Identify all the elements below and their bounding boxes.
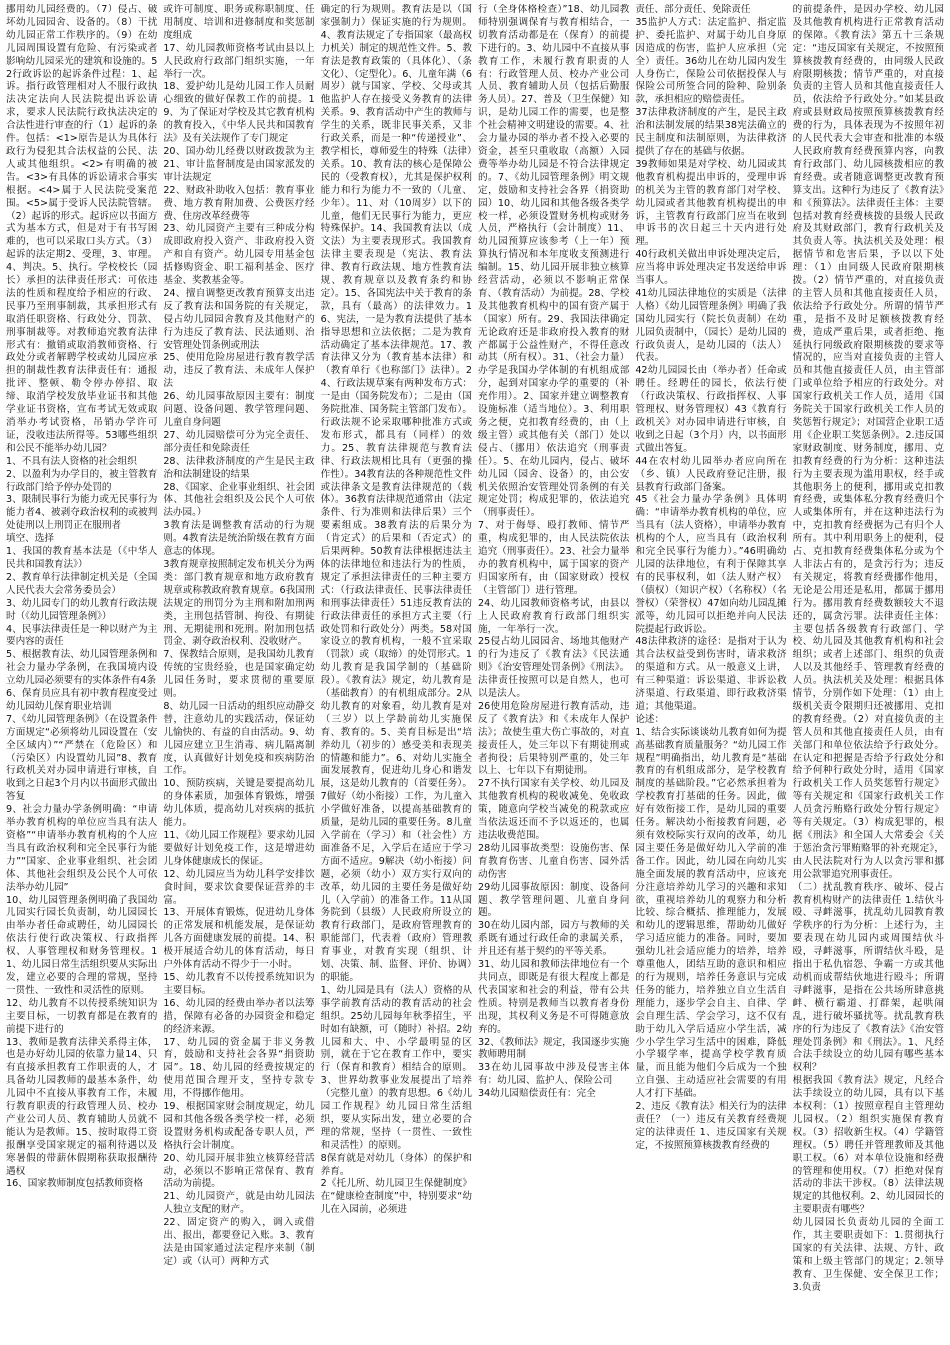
text-paragraph: 26使用危险房屋进行教育活动，违反了《教育法》和《未成年人保护法》；故使生重大伤亡事故的，对直接责任人，处三年以下有期徒刑或者拘役；后果特别严重的，处三年以上、七年以下有期徒刑。 — [477, 700, 630, 777]
text-paragraph: 28幼儿园事故类型：设施伤害、保育教育伤害、儿童自伤害、园外活动伤害 — [477, 842, 630, 880]
text-paragraph: 填空、选择 — [6, 533, 54, 545]
text-paragraph: 19、根据国家财会制度规定，幼儿园和其他各级各类学校一样，必须设置财务机构或配备专职人员，严格执行会计制度。 — [163, 1101, 315, 1151]
text-paragraph: 3教育法是调整教育活动的行为规则。4教育法是统治阶级在教育方面意志的体现。 — [163, 520, 315, 558]
text-paragraph: 23、幼儿园资产主要有三种成分构成即政府投入资产、非政府投入资产和自有资产。幼儿园专用基金包括修购资金、职工福利基金、医疗基金、奖教基金等。 — [163, 223, 315, 287]
text-paragraph: 12、幼儿教育不以传授系统知识为主要目标，一切教育都是在教育的前提下进行的 — [6, 997, 158, 1035]
text-paragraph: 25、使用危险房屋进行教育教学活动，违反了教育法、未成年人保护法 — [163, 352, 315, 390]
text-paragraph: 39教师如果是对学校、幼儿园或其他教育机构提出申诉的，受理申诉的机关为主管的教育部门对学校、幼儿园或者其他教育机构提出的申诉，主管教育行政部门应当在收到申诉书的次日起三十天内进行处理。 — [635, 158, 787, 248]
text-column-5 — [635, 4, 786, 1341]
text-paragraph: 1、不具有法人资格的社会组织 — [6, 455, 137, 467]
text-paragraph: 1、我国的教育基本法是（《中华人民共和国教育法》） — [6, 546, 158, 570]
text-paragraph: 6、保育员应具有初中教育程度受过幼儿园幼儿保育职业培训 — [6, 688, 158, 712]
text-paragraph: 8、幼儿园一日活动的组织应动静交替，注意幼儿的实践活动，保证幼儿愉快的、有益的自由活动。9、幼儿园应建立卫生消毒、病儿隔离制度，认真做好计划免疫和疾病防治工作。 — [163, 700, 315, 777]
text-paragraph: 37法律救济制度的产生，是民主政治和法制发展的结果38宪法确立的民主制度和法制原则，为法律救济提供了存在的基础与依据。 — [635, 107, 787, 157]
text-paragraph: 7、《幼儿园管理条例》（在设置条件方面规定“必须将幼儿园设置在（安全区域内）”“严禁在（危险区）和（污染区）内设置幼儿园”8、教育行政机关对办园申请进行审核，自收到之日起3个月内以书面形式做出答复 — [6, 713, 158, 803]
text-paragraph: 1、结合实际谈谈幼儿教育如何为提高基础教育质量服务？“幼儿园工作规程”明确指出，幼儿教育是“基础教育的有机组成部分，是学校教育制度的基础阶段。”它必然承担着为学校教育打基础的任务。因此，做好有效衔接工作，是幼儿园的重要任务。解决幼小衔接教育问题，必须有效校际实行双向的改革，幼儿园主要任务是做好幼儿入学前的准备工作。因此，幼儿园在向幼儿实施全面发展的教育活动中，应该充分注意培养幼儿学习的兴趣和求知欲，重视培养幼儿的观察力和分析比较、综合概括、推理能力，发展和幼儿的逻辑思维，帮助幼儿做好学习适应能力的准备。同时，要加强幼儿社会适应能力的培养，培养尊重他人，团结互助的意识和相应的行为规则，培养任务意识与完成任务的能力，培养独立自立生活自理能力，逐步学会自主、自律、学会自理生活、学会学习，这不仅有助于幼儿入学后适应小学生活，减少小学生学习生活中的困难，降低小学辍学率，提高学校学教育质量，而且能为他们今后成为一个独立自强、主动适应社会需要的有用人才打下基础。 — [635, 726, 787, 1100]
text-paragraph: 的前提条件，是因办学校、幼儿园及其他教育机构进行正常教育活动的保障。《教育法》第五十三条规定：“违反国家有关规定，不按照预算核拨教育经费的，由同级人民政府限期核拨；情节严重的，对直接负责的主管人员和其他直接责任人员，依法给予行政处分。”如某县政府或县财政局按照预算核拨教育经费的行为，具体表现为不按照年初的人民代表大会审查和批准的本级人民政府教育经费预算内容，向教育行政部门、幼儿园核拨相应的教育经费。或者随意调整更改教育预算支出。这种行为违反了《教育法》和《预算法》。法律责任主体：主要包括对教育经费核拨的县级人民政府及其财政部门，教育行政机关及其负责人等。执法机关及处理：根据情节和危害后果，予以以下处理：（1）由同级人民政府限期核拨。（2）情节严重的，对直接负责的主管人员和其他直接责任人员，依法给予行政处分。所谓的情节严重，是指不及时足额核拨教育经费，造成严重后果，或者拒绝、拖延执行同级政府限期核拨的要求等情况的，应当对直接负责的主管人员和其他直接责任人员，由主管部门或单位给予相应的行政处分。对国家行政机关工作人员，适用《国务院关于国家行政机关工作人员的奖惩暂行规定》；对国营企业职工适用《企业职工奖惩条例》。2.违反国家财政制度、财务制度，挪用、克扣教育经费的行为分析：这种违法行为主要表现为滥用职权，经手或其他职务上的便利，挪用或克扣教育经费，或集体私分教育经费归个人或集体所有，并在这种违法行为中，克扣教育经费据为己有归个人所有。其中利用职务上的便利，侵占、克扣教育经费集体私分或为个人非法占有的，是贪污行为；违反有关规定，将教育经费挪作他用，无论是公用还是私用，都属于挪用行为。挪用教育经费数额较大不退还的，属贪污罪。法律责任主体：主要包括各级教育行政部门、学校、幼儿园及其他教育机构和社会组织；或者上述部门、组织的负责人以及其他经手、管理教育经费的人员。执法机关及处理：根据具体情节，分别作如下处理：（1）由上级机关责令限期归还被挪用、克扣的教育经费。（2）对直接负责的主管人员和其他直接责任人员，由有关部门和单位依法给予行政处分。在认定和把握是否给予行政处分和给予何种行政处分时，适用《国家行政机关工作人员奖惩暂行规定》等有关规定和《国家行政机关工作人员贪污贿赂行政处分暂行规定》等有关规定。（3）构成犯罪的，根据《刑法》和全国人大常委会《关于惩治贪污罪贿赂罪的补充规定》，由人民法院对行为人以贪污罪和挪用公款罪追究刑事责任。 — [792, 4, 944, 880]
text-paragraph: 2、以盈利为办学目的，被主管教育行政部门给予停办处罚的 — [6, 468, 158, 493]
text-paragraph: 15、幼儿教育不以传授系统知识为主要目标。 — [163, 971, 315, 996]
text-paragraph: 17、幼儿园教师资格考试由县以上人民政府行政部门组织实施，一年举行一次。 — [163, 42, 315, 80]
text-paragraph: 4、民事法律责任是一种以财产为主要内容的责任 — [6, 623, 158, 648]
text-paragraph: 26、幼儿园事故原因主要有：制度问题、设备问题、教学管理问题、儿童自身问题 — [163, 391, 315, 428]
text-paragraph: 16、幼儿园的经费由举办者以法筹措，保障有必备的办园资金和稳定的经济来源。 — [163, 997, 315, 1035]
text-paragraph: 35监护人方式：法定监护、指定监护、委托监护、对属于幼儿自身原因造成的伤害，监护人应承担（完全）责任。36幼儿在幼儿园内发生人身伤亡，保险公司依据投保人与保险公司所签合同的险种、险别条款，承担相应的赔偿责任。 — [635, 16, 787, 106]
text-paragraph: 2《托儿所、幼儿园卫生保健制度》在“健康检查制度”中，特别要求“幼儿在入园前，必须进 — [320, 1178, 472, 1216]
text-paragraph: 2、违反《教育法》相关行为的法律责任？（一）违反有关教育经费规定的法律责任 1、违反国家有关规定，不按照预算核拨教育经费的 — [635, 1101, 787, 1151]
text-paragraph: 22、财政补助收入包括：教育事业费、地方教育附加费、公费医疗经费、住房改革经费等 — [163, 184, 315, 222]
text-paragraph: 27、幼儿园赔偿可分为完全责任、部分责任和免除责任 — [163, 429, 315, 454]
text-paragraph: 41幼儿园法律地位的实质是（法律人格）《幼儿园管理条例》明确了我国幼儿园实行（院长负责制）在幼儿园负责制中，（园长）是幼儿园的行政负责人，是幼儿园的（法人）代表。 — [635, 287, 787, 364]
text-paragraph: 行（全身体格检查）”18、幼儿园教师特别强调保育与教育相结合，一切教育活动都是在（保育）的前提下进行的。3、幼儿园中不直接从事教育工作，未履行教育职责的人有：行政管理人员、校办产业公司人员、教育辅助人员（包括后勤服务人员）。27、普及（卫生保健）知识，是幼儿园工作的需要，也是整个社会精神文明建设的需要。4、社会力量办园的举办者不投入必要的资金，甚至只重收取（高额）入园费等举办幼儿园是不符合法律规定的。7、《幼儿园管理条例》明文规定，鼓励和支持社会各界（捐资助园）10、幼儿园和其他各级各类学校一样，必须设置财务机构或财务人员，严格执行（会计制度）11、幼儿园预算应该参考（上一年）预算执行情况和本年度收支预测进行编制。15、幼儿园开展非独立核算经营活动，必须以不影响正常保育、（教育活动）为前提。28、学校及其他教育机构中的国有资产属于（国家）所有。29、我国法律确定无论政府还是非政府投入教育的财产都属于公益性财产，不得任意改动其（所有权）。31、（社会力量）办学是我国办学体制的有机组成部分，起到对国家办学的重要的（补充作用）。2、国家并建立调整教育设施标准（适当地位）。3、利用职务之便，克扣教育经费的，由（上级主管）或其他有关（部门）处以侵占、（挪用）依法追究（刑事责任）。5、在幼儿园内，侵占、破坏幼儿园（园舍、设备）的，由公安机关依照治安管理处罚条例的有关规定处罚；构成犯罪的，依法追究（刑事责任）。 — [477, 4, 630, 519]
text-column-3 — [321, 4, 472, 1341]
text-paragraph: 3教育规章按照制定发布机关分为两类：部门教育规章和地方政府教育规章或称教政府教育规章。6我国刑法规定的刑罚分为主刑和附加刑两类，主刑包括管制、拘役、有期徒刑、无期徒刑和死刑。附加刑包括罚金、剥夺政治权利、没收财产。 — [163, 558, 315, 648]
text-paragraph: 2、教育单行法律制定机关是（全国人民代表大会常务委员会） — [6, 571, 158, 596]
text-paragraph: 7、对于侮辱、殴打教师、情节严重，构成犯罪的，由人民法院依法追究（刑事责任）。23、社会力量举办的教育机构中，属于国家的资产归国家所有，由（国家财政）授权（主管部门）进行管理。 — [477, 520, 630, 596]
text-paragraph: 45《社会力量办学条例》具体明确：“申请举办教育机构的单位，应当具有（法人资格），申请举办教育机构的个人，应当具有（政治权利和完全民事行为能力）。”46明确幼儿园的法律地位，有利于保障其享有的民事权利，如（法人财产权）（债权）（知识产权）（名称权）（名誉权）（荣誉权）47如向幼儿园乱摊派等，幼儿园可以拒绝并向人民法院提起行政诉讼。 — [635, 494, 787, 635]
text-paragraph: 20、幼儿园开展非独立核算经营活动，必须以不影响正常保育、教育活动为前提。 — [163, 1152, 315, 1190]
text-paragraph: 29幼儿园事故原因：制度、设备问题、教学管理问题、儿童自身问题。 — [477, 881, 630, 919]
text-paragraph: 32、《教师法》规定，我国逐步实施教师聘用制 — [477, 1036, 630, 1061]
text-paragraph: 或许可制度、职务或称职制度、任用制度、培训和进修制度和奖惩制度组成 — [163, 4, 315, 41]
text-paragraph: 11、《幼儿园工作规程》要求幼儿园要做好计划免疫工作，这是增进幼儿身体健康成长的保证。 — [163, 830, 315, 867]
text-paragraph: 20、国办幼儿经费以财政拨款为主21、审计监督制度是由国家派发的审计法规定 — [163, 145, 315, 183]
text-paragraph: 3、幼儿园专门的幼儿教育行政法规时（《幼儿园管理条例》） — [6, 597, 158, 622]
text-paragraph: 22、固定资产的购入，调入或借出、报出，都要登记入账。3、教育法是由国家通过法定程序来制（制定）或（认可）两种方式 — [163, 1217, 315, 1267]
text-paragraph: 34幼儿园赔偿责任有：完全 — [477, 1088, 596, 1100]
text-column-6 — [793, 4, 944, 1341]
text-paragraph: 5、根据教育法、幼儿园管理条例和社会力量办学条例，在我国境内设立幼儿园必须要有的实体条件有4条 — [6, 649, 158, 687]
text-paragraph: 16、国家教师制度包括教师资格 — [6, 1178, 143, 1190]
text-paragraph: 挪用幼儿园经费的。（7）侵占、破坏幼儿园园舍、设备的。（8）干扰幼儿园正常工作秩序的。（9）在幼儿园周围设置有危险、有污染或者影响幼儿园采光的建筑和设施的。52行政诉讼的起诉条件过程：1、起诉。指行政管理相对人不服行政执法决定法向人民法院提出诉讼请求，要求人民法院行政执法决定的合法性进行审查的行（1）起诉的条件。包括：<1>原告是认为具体行政行为侵犯其合法权益的公民、法人或其他组织。<2>有明确的被告。<3>有具体的诉讼请求合事实根据。<4>属于人民法院受案范围。<5>属于受诉人民法院管辖。（2）起诉的形式。起诉应以书面方式为基本方式，但是对于有书写困难的，也可以采取口头方式。（3）起诉的法定期2、受理，3、审理。4、判决。5、执行。学校校长（园长）承担的法律责任形式：可依违法的性质和程度给予相应的行政、民事乃至刑事制裁，其承担形式有取消任职资格、行政处分、罚款、刑事制裁等。对教师追究教育法律形式有：撤销或取消教师资格、行政处分或者解聘学校或幼儿园应承担的制裁性教育法律责任有：通报批评、整顿、勒令停办停招、取缔、取消学校发放毕业证书和其他学业证书资格，宣布考试无效或取消举办考试资格，吊销办学许可证，没收违法所得等。53哪些组织和公民不能举办幼儿园？ — [6, 4, 158, 454]
text-paragraph: 25侵占幼儿园园舍、场地其他财产的行为违反了《教育法》《民法通则》《治安管理处罚条例》《刑法》。法律责任按照可以是自然人，也可以是法人。 — [477, 636, 630, 700]
text-paragraph: 24、擅自调整更改教育预算支出违反了教育法和国务院的有关规定，侵占幼儿园园舍教育及其他财产的行为违反了教育法、民法通则、治安管理处罚条例或刑法 — [163, 287, 315, 351]
text-paragraph: 30在幼儿园内部，园方与教师的关系既有通过行政任命的隶属关系，并且还有基于契约的平等关系。 — [477, 920, 630, 958]
text-paragraph: 28、《国家、企业事业组织、社会团体、其他社会组织及公民个人可依法办园。） — [163, 481, 315, 519]
text-paragraph: 31、幼儿园和教师法律地位有一个共同点，即既是有很大程度上都是代表国家和社会的利益，带有公共性质。特别是教师当以教育者身份出现，其权利义务是不可得随意放弃的。 — [477, 959, 630, 1035]
text-paragraph: 40行政机关做出申诉处理决定后，应当将申诉处理决定书发送给申诉当事人。 — [635, 249, 787, 287]
text-paragraph: 幼儿园园长负责幼儿园的全面工作，其主要职责如下：1.贯彻执行国家的有关法律、法规、方针、政策和上级主管部门的规定；2.领导教育、卫生保健、安全保卫工作；3.负责 — [792, 1217, 944, 1293]
text-paragraph: 3、限制民事行为能力或无民事行为能力者4、被剥夺政治权利的或被判处徒刑以上刑罚正在服刑者 — [6, 494, 158, 532]
text-paragraph: 7、保教结合原则，是我国幼儿教育传统的宝贵经验，也是国家确定幼儿园任务时，要求贯彻的重要原则。 — [163, 649, 315, 700]
text-paragraph: 10、幼儿园管理条例明确了我国幼儿园实行园长负责制，幼儿园园长由举办者任命或聘任，幼儿园园长依法行使行政决策权、行政指挥权、人事管理权和财务管理权。11、幼儿园日常生活组织要从实际出发，建立必要的合理的常规，坚持一贯性、一致性和灵活性的原则。 — [6, 894, 158, 996]
text-paragraph: 48法律救济的途径：是指对于认为其合法权益受到伤害时，请求救济的渠道和方式。从一般意义上讲，有三种渠道：诉讼渠道、非诉讼救济渠道、行政渠道、即行政救济渠道；其他渠道。 — [635, 636, 787, 712]
text-paragraph: 24、幼儿园教师资格考试，由县以上人民政府教育行政部门组织实施，一年举行一次。 — [477, 597, 630, 635]
text-paragraph: 44在农村幼儿园举办者应向所在（乡、镇）人民政府登记注册，报县教育行政部门备案。 — [635, 455, 787, 493]
text-paragraph: 18、爱护幼儿是幼儿园工作人员耐心细致的做好保教工作的前提。19、为了保证对学校及其它教育机构的教育投入，《中华人民共和国教育法》及有关法规作了专门规定 — [163, 81, 315, 145]
text-paragraph: 责任、部分责任、免除责任 — [635, 4, 751, 15]
text-paragraph: 13、教师是教育法律关系得主体，也是办好幼儿园的依靠力量14、只有直接承担教育工作职责的人，才具备幼儿园教师的最基本条件，幼儿园中不直接从事教育工作，未履行教育职责的行政管理人员、校办产业公司人员、教育辅助人员就不能认为是教师。15、按时取得工资报酬享受国家规定的福利待遇以及寒暑假的带薪休假期称获取报酬待遇权 — [6, 1036, 158, 1177]
text-paragraph: 21、幼儿园资产，就是由幼儿园法人独立支配的财产。 — [163, 1191, 315, 1216]
text-paragraph: 根据我国《教育法》规定，凡经合法手续设立的幼儿园，具有以下基本权利：（1）按照章程自主管理幼儿园权。（2）组织实施保育教育权。（3）招收新生权。（4）学籍管理权。（5）聘任并管理教师及其他职工权。（6）对本单位设施和经费的管理和使用权。（7）拒绝对保育活动的非法干涉权。（8）法律法规规定的其他权利。2、幼儿园园长的主要职责有哪些？ — [792, 1075, 944, 1216]
text-paragraph: 论述： — [635, 713, 665, 725]
text-column-2 — [163, 4, 314, 1341]
text-paragraph: 12、幼儿园应当为幼儿科学安排饮食时间，要求饮食要保证营养的丰富。 — [163, 868, 315, 906]
text-paragraph: 10、预防疾病，关键是要提高幼儿的身体素质，加强体育锻炼，增强幼儿体质，提高幼儿对疾病的抵抗能力。 — [163, 778, 315, 829]
text-paragraph: 28、法律救济制度的产生是民主政治和法制建设的结果 — [163, 455, 315, 480]
text-paragraph: 13、开展体育锻炼，促进幼儿身体的正常发展和机能发展，是保证幼儿各方面健康发展的前提。14、积极开展适合幼儿的体育活动，每日户外体育活动不得少于一小时。 — [163, 907, 315, 971]
text-paragraph: 33在幼儿园事故中涉及侵害主体有：幼儿园、监护人、保险公司 — [477, 1062, 630, 1087]
text-paragraph: 42幼儿园园长由（举办者）任命或聘任。经聘任的园长，依法行使（行政决策权、行政指挥权、人事管理权、财务管理权）43《教育行政机关》对办园申请进行审核，自收到之日起（3个月）内，以书面形式做出答复。 — [635, 365, 787, 454]
text-paragraph: （二）扰乱教育秩序、破坏、侵占教育机构财产的法律责任 1.结伙斗殴、寻衅滋事，扰乱幼儿园教育教学秩序的行为分析：上述行为，主要表现在幼儿园内或周围结伙斗殴，寻衅滋事，所谓结伙斗殴，是指出于私仇宿怨、争霸一方或其他动机而成帮结伙地进行殴斗；所谓寻衅滋事，是指在公共场所肆意挑衅、横行霸道、打群架，起哄闹乱，进行破坏骚扰等。扰乱教育秩序的行为违反了《教育法》《治安管理处罚条例》和《刑法》。1、凡经合法手续设立的幼儿园有哪些基本权利？ — [792, 881, 944, 1074]
text-paragraph: 27不执行国家有关学校、幼儿园及其他教育机构的税收减免、免收政策，随意向学校当减免的税款或应当依法返还而不予以返还的，也属违法收费范围。 — [477, 778, 630, 841]
text-paragraph: 确定的行为规则。教育法是以（国家强制力）保证实施的行为规则。4、教育法规定了专指国家（最高权力机关）制定的规范性文件。5、教育法是教育政策的（具体化）、（条文化）、（定型化）。6、儿童年满（6周岁）就与国家、学校、父母或其他监护人存在接受义务教育的法律关系。9、教育活动中产生的教师与学生的关系，既非民事关系，又非行政关系，而是一种“传递授业”、教学相长，尊师爱生的特殊（法律）关系。10、教育法的核心是保障公民的（受教育权），尤其是保护权利能力和行为能力不一致的（儿童、少年）。11、对（10周岁）以下的儿童，他们无民事行为能力，更应特殊保护。14、我国教育法以（成文法）为主要表现形式。我国教育法律主要表现是（宪法、教育法律、教育行政法规、地方性教育法规、教育规章以及教育条约和协定）。15、各国宪法中关于教育的条款，具有（最高）的法律效力。16、宪法，一是为教育法提供了基本指导思想和立法依据；二是为教育活动确定了基本法律规范。17、教育法律又分为（教育基本法律）和（教育单行《也称部门》法律）。24、行政法规草案有两种发布方式：一是由（国务院发布）；二是由（国务院批准、国务院主管部门发布）。行政法规不论采取哪种批准方式或发布形式，都具有（同样）的效力。25、教育法律规范与教育法律、行政法规相比具有（更强的操作性）。34教育法的各种规范性文件或法律条文是教育法律规范的（载体）。36教育法律规范通常由（法定条件、行为准则和法律后果）三个要素组成。38教育法的后果分为（肯定式）的后果和（否定式）的后果两种。50教育法律根据违法主体的法律地位和违法行为的性质，规定了承担法律责任的三种主要方式：（行政法律责任、民事法律责任和刑事法律责任）51违反教育法的行政法律责任的承担方式主要（行政处罚和行政处分）两类。58对国家设立的教育机构，一般不宜采取（罚款）或（取缔）的处罚形式。1幼儿教育是我国学制的（基础阶段）。《教育法》规定，幼儿教育是（基础教育）的有机组成部分。2从幼儿教育的对象看，幼儿教育是对（三岁）以上学龄前幼儿实施保育、教育的。5、美育目标是出“培养幼儿（初步的）感受美和表现美的情趣和能力”。6、对幼儿实施全面发展教育，促进幼儿身心和谐发展，这是幼儿教育的（首要任务）。7做好（幼小衔接）工作，为儿童入小学做好准备，以提高基础教育的质量，是幼儿园的重要任务。8儿童入学前在（学习）和（社会性）方面准备不足，入学后在适应于学习方面不适应。9解决（幼小衔接）问题，必须（幼小）双方实行双向的改革，幼儿园的主要任务是做好幼儿（入学前）的准备工作。11从国务院到（县级）人民政府所设立的教育行政部门，是政府管理教育的职能部门，代表着（政府）管理教育事业，对教育实现（组织、计划、决策、制、监督、评价、协调）的职能。 — [320, 4, 472, 983]
text-paragraph: 8保育就是对幼儿（身体）的保护和养育。 — [320, 1152, 472, 1177]
text-paragraph: 17、幼儿园的资金属于非义务教育，鼓励和支持社会各界“捐资助园”。18、幼儿园的经费按规定的使用范围合理开支，坚持专款专用，不得挪作他用。 — [163, 1036, 315, 1100]
text-column-1 — [6, 4, 157, 1341]
text-paragraph: 9、社会力量办学条例明确：“申请举办教育机构的单位应当具有法人资格”“申请举办教育机构的个人应当具有政治权利和完全民事行为能力”“国家、企业事业组织、社会团体、其他社会组织及公民个人可依法举办幼儿园” — [6, 804, 158, 893]
text-paragraph: 1、幼儿园是具有（法人）资格的从事学前教育活动的教育活动的社会组织。25幼儿园每年秋季招生，平时如有缺额，可（随时）补招。2幼儿园和大、中、小学最明显的区别，就在于它在教育工作中，要实行（保育和教育）相结合的原则。3、世界幼教事业发展提出了培养（完整儿童）的教育思想。6《幼儿园工作规程》幼儿园日常生活组织，要从实际出发，建立必要的合理的常规，坚持（一贯性、一致性和灵活性）的原则。 — [320, 984, 472, 1151]
text-column-4 — [478, 4, 629, 1341]
